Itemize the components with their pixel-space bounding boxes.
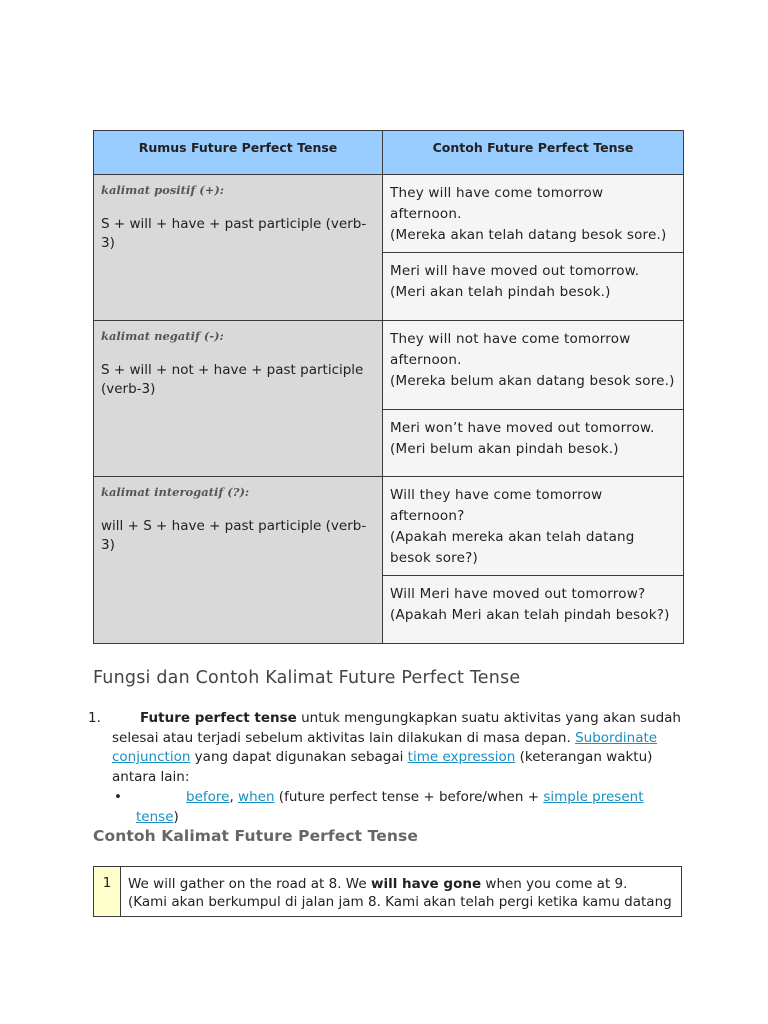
example-english: They will not have come tomorrow afternoon. (390, 331, 631, 368)
paragraph-text: (keterangan waktu) antara lain: (112, 749, 653, 785)
comma: , (229, 789, 234, 805)
rule-label: kalimat interogatif (?): (101, 485, 250, 499)
numbered-list-item (88, 709, 688, 827)
example-english: Will Meri have moved out tomorrow? (390, 586, 646, 602)
example-cell (383, 477, 684, 576)
section-heading-contoh: Contoh Kalimat Future Perfect Tense (93, 827, 418, 845)
example-cell (383, 410, 684, 477)
example-text-part: We will gather on the road at 8. We (128, 876, 371, 892)
table-row (94, 321, 684, 410)
bullet-text: ) (173, 808, 179, 825)
example-text-part: when you come at 9. (481, 876, 628, 892)
bullet-item (88, 788, 688, 827)
paragraph-text: untuk mengungkapkan suatu aktivitas yang akan sudah selesai atau terjadi sebelum aktivitas lain dilakukan di masa depan. (112, 710, 681, 746)
example-translation: (Apakah Meri akan telah pindah besok?) (390, 607, 670, 623)
example-translation: (Meri belum akan pindah besok.) (390, 441, 619, 457)
paragraph-text: yang dapat digunakan sebagai (190, 749, 408, 765)
example-cell (383, 321, 684, 410)
link-subordinate-conjunction[interactable]: Subordinate conjunction (112, 729, 658, 765)
example-english: Meri won’t have moved out tomorrow. (390, 420, 655, 436)
list-paragraph (88, 709, 688, 787)
example-translation: (Meri akan telah pindah besok.) (390, 284, 611, 300)
future-perfect-table (93, 130, 684, 644)
rule-cell-interogatif (94, 477, 383, 644)
table-header-row (94, 131, 684, 175)
link-before[interactable]: before (186, 789, 230, 805)
list-number: 1. (88, 710, 101, 726)
example-cell (383, 576, 684, 644)
table-row (94, 477, 684, 576)
link-time-expression[interactable]: time expression (407, 749, 516, 765)
section-heading-fungsi: Fungsi dan Contoh Kalimat Future Perfect Tense (93, 668, 521, 688)
example-translation: (Mereka akan telah datang besok sore.) (390, 227, 667, 243)
example-line-translation: (Kami akan berkumpul di jalan jam 8. Kami akan telah pergi ketika kamu datang (128, 894, 672, 910)
example-sentence (121, 867, 681, 916)
example-line-english (128, 875, 673, 893)
bullet-text: (future perfect tense + before/when + (274, 789, 544, 805)
rule-label: kalimat positif (+): (101, 183, 225, 197)
term-bold: Future perfect tense (140, 710, 297, 726)
table-row (94, 175, 684, 253)
header-contoh: Contoh Future Perfect Tense (383, 131, 684, 175)
example-cell (383, 175, 684, 253)
rule-cell-negatif (94, 321, 383, 477)
link-simple-present-tense[interactable]: simple present tense (136, 789, 644, 825)
example-english: Meri will have moved out tomorrow. (390, 263, 640, 279)
rule-label: kalimat negatif (-): (101, 329, 224, 343)
header-rumus: Rumus Future Perfect Tense (94, 131, 383, 175)
example-number: 1 (94, 867, 121, 916)
example-sentence-box (93, 866, 682, 917)
rule-formula: S + will + have + past participle (verb-3) (101, 216, 367, 251)
example-bold-phrase: will have gone (370, 876, 482, 892)
rule-cell-positif (94, 175, 383, 321)
example-cell (383, 253, 684, 321)
example-english: They will have come tomorrow afternoon. (390, 185, 604, 222)
example-translation: (Apakah mereka akan telah datang besok sore?) (390, 529, 635, 566)
example-translation: (Mereka belum akan datang besok sore.) (390, 373, 675, 389)
bullet-icon: • (114, 789, 122, 805)
rule-formula: S + will + not + have + past participle (verb-3) (101, 362, 364, 397)
link-when[interactable]: when (238, 789, 275, 805)
example-english: Will they have come tomorrow afternoon? (390, 487, 603, 524)
rule-formula: will + S + have + past participle (verb-3) (101, 518, 367, 553)
